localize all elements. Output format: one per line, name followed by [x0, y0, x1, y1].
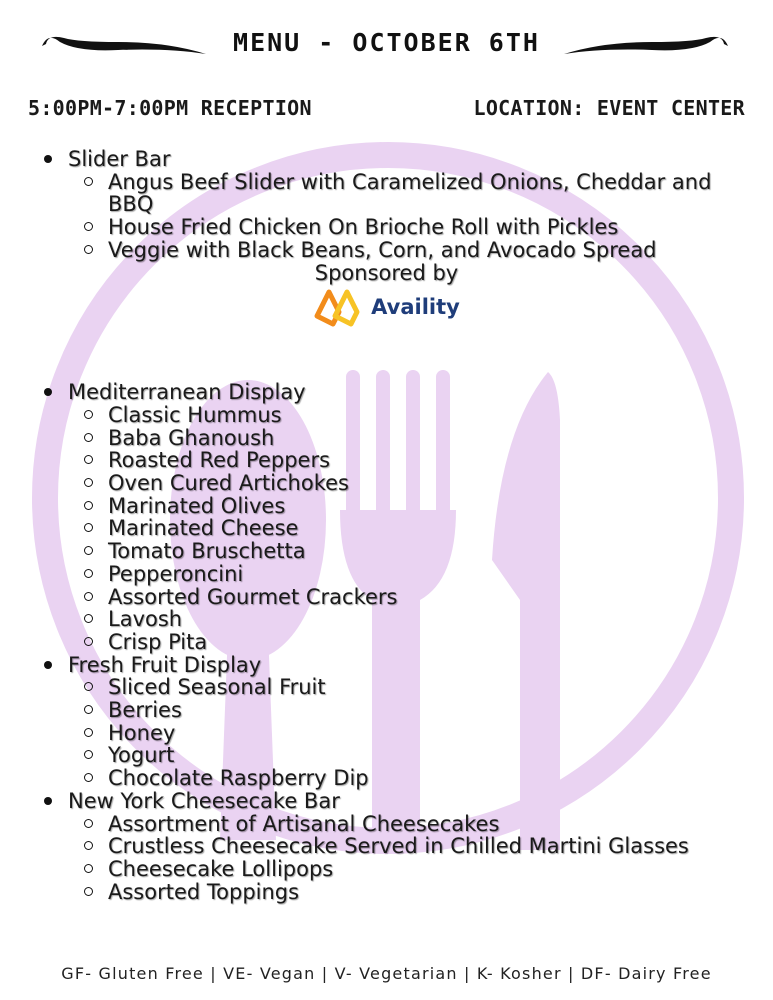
menu-item: Assortment of Artisanal Cheesecakes: [68, 813, 773, 836]
menu-item: Tomato Bruschetta: [68, 540, 773, 563]
sponsor-logo-text: Availity: [371, 295, 460, 320]
sponsor-logo: [313, 286, 460, 330]
menu-item: Roasted Red Peppers: [68, 449, 773, 472]
menu-item: Marinated Cheese: [68, 517, 773, 540]
menu-item: Honey: [68, 722, 773, 745]
category-name: Fresh Fruit Display: [68, 652, 262, 677]
sponsor-block: [0, 262, 773, 335]
category-name: Slider Bar: [68, 147, 171, 171]
sponsor-text: Sponsored by: [314, 260, 459, 285]
menu-category: [0, 790, 773, 904]
spacer: [68, 334, 773, 381]
menu-item: Classic Hummus: [68, 404, 773, 427]
menu-list: [0, 148, 773, 903]
menu-item: Berries: [68, 699, 773, 722]
menu-item: Baba Ghanoush: [68, 427, 773, 450]
menu-item: House Fried Chicken On Brioche Roll with Pickles: [68, 216, 773, 239]
menu-item: Oven Cured Artichokes: [68, 472, 773, 495]
menu-item: Veggie with Black Beans, Corn, and Avocado Spread: [68, 239, 773, 262]
menu-item: Yogurt: [68, 744, 773, 767]
menu-category: [0, 654, 773, 790]
right-swash-ornament: [562, 30, 732, 60]
menu-category: [0, 381, 773, 653]
availity-logo-icon: [313, 286, 367, 330]
menu-item: Marinated Olives: [68, 495, 773, 518]
dietary-legend: GF- Gluten Free | VE- Vegan | V- Vegetarian | K- Kosher | DF- Dairy Free: [61, 964, 712, 983]
menu-category: [0, 148, 773, 381]
menu-item: Crustless Cheesecake Served in Chilled Martini Glasses: [68, 835, 773, 858]
menu-item: Chocolate Raspberry Dip: [68, 767, 773, 790]
menu-item: Crisp Pita: [68, 631, 773, 654]
menu-item: Pepperoncini: [68, 563, 773, 586]
page-title: MENU - OCTOBER 6TH: [233, 28, 540, 57]
menu-item: Cheesecake Lollipops: [68, 858, 773, 881]
menu-item: Assorted Gourmet Crackers: [68, 586, 773, 609]
category-name: New York Cheesecake Bar: [68, 788, 340, 813]
event-location: LOCATION: EVENT CENTER: [473, 96, 745, 120]
category-name: Mediterranean Display: [68, 380, 306, 405]
menu-item: Angus Beef Slider with Caramelized Onions, Cheddar and BBQ: [68, 171, 773, 216]
menu-item: Lavosh: [68, 608, 773, 631]
menu-item: Assorted Toppings: [68, 881, 773, 904]
menu-item: Sliced Seasonal Fruit: [68, 676, 773, 699]
reception-time: 5:00PM-7:00PM RECEPTION: [28, 96, 312, 120]
